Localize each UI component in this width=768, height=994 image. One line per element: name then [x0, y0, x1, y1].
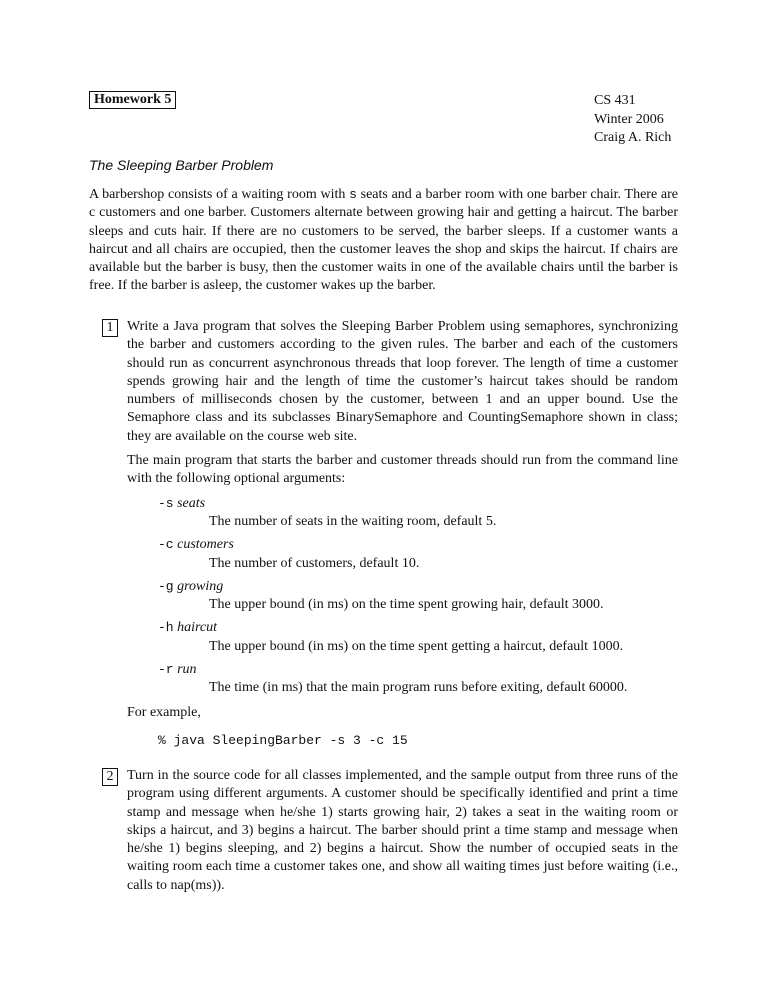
intro-seat-var: s [349, 187, 357, 202]
option-arg: customers [177, 537, 234, 553]
question-1 [102, 318, 678, 750]
question-number-1: 1 [102, 319, 118, 337]
option-item [158, 619, 678, 656]
course-term: Winter 2006 [594, 111, 664, 127]
intro-paragraph [89, 186, 678, 296]
course-info [594, 92, 671, 148]
question-1-paragraph-2: The main program that starts the barber and customer threads should run from the command line with the following optional arguments: [127, 453, 678, 487]
option-desc: The upper bound (in ms) on the time spent getting a haircut, default 1000. [209, 638, 624, 654]
option-flag: -s [158, 495, 174, 511]
option-list [158, 495, 678, 698]
option-desc: The number of customers, default 10. [209, 555, 420, 571]
intro-text-2: seats and a barber room with one barber chair. There are c customers and one barber. Customers alternate between growing hair and getting a haircut. The barber sleeps and cuts hair. If there are no customers to be served, the barber sleeps. If a customer wants a haircut and all chairs are occupied, then the customer leaves the shop and skips the haircut. If chairs are available but the barber is busy, then the customer waits in one of the available chairs until the barber is free. If the barber is asleep, the customer wakes up the barber. [89, 187, 678, 294]
option-desc: The number of seats in the waiting room, default 5. [209, 513, 497, 529]
question-2 [102, 767, 678, 901]
example-command: % java SleepingBarber -s 3 -c 15 [158, 732, 408, 748]
example-label: For example, [127, 704, 201, 720]
option-item [158, 495, 678, 532]
question-2-paragraph: Turn in the source code for all classes implemented, and the sample output from three runs of the program using different arguments. A customer should be specifically identified and print a time stamp and message when he/she 1) starts growing hair, 2) takes a seat in the waiting room or skips a haircut, and 3) begins a haircut. The barber should print a time stamp and message when he/she 1) begins sleeping, and 2) begins a haircut. Show the number of occupied seats in the waiting room each time a customer takes one, and show all waiting times just before waiting (i.e., calls to nap(ms)). [127, 768, 678, 893]
option-arg: run [177, 662, 197, 678]
option-arg: seats [177, 495, 206, 511]
course-code: CS 431 [594, 93, 636, 108]
option-item [158, 661, 678, 698]
option-desc: The time (in ms) that the main program runs before exiting, default 60000. [209, 680, 628, 696]
page-title: The Sleeping Barber Problem [89, 157, 274, 173]
option-flag: -g [158, 578, 174, 594]
instructor-name: Craig A. Rich [594, 130, 672, 145]
option-item [158, 578, 678, 615]
option-desc: The upper bound (in ms) on the time spent growing hair, default 3000. [209, 597, 604, 613]
option-flag: -r [158, 662, 174, 678]
homework-label: Homework 5 [89, 91, 176, 109]
intro-text-1: A barbershop consists of a waiting room with [89, 187, 350, 202]
question-number-2: 2 [102, 768, 118, 786]
option-flag: -h [158, 620, 174, 636]
question-1-paragraph-1: Write a Java program that solves the Sleeping Barber Problem using semaphores, synchronizing the barber and customers according to the given rules. The barber and each of the customers should run as concurrent asynchronous threads that loop forever. The length of time a customer spends growing hair and the length of time the customer’s haircut takes should be random numbers of milliseconds chosen by the customer, between 1 and an upper bound. Use the Semaphore class and its subclasses BinarySemaphore and CountingSemaphore shown in class; they are available on the course web site. [127, 319, 678, 444]
option-flag: -c [158, 537, 174, 553]
option-item [158, 536, 678, 573]
option-arg: haircut [177, 620, 218, 636]
option-arg: growing [177, 578, 224, 594]
